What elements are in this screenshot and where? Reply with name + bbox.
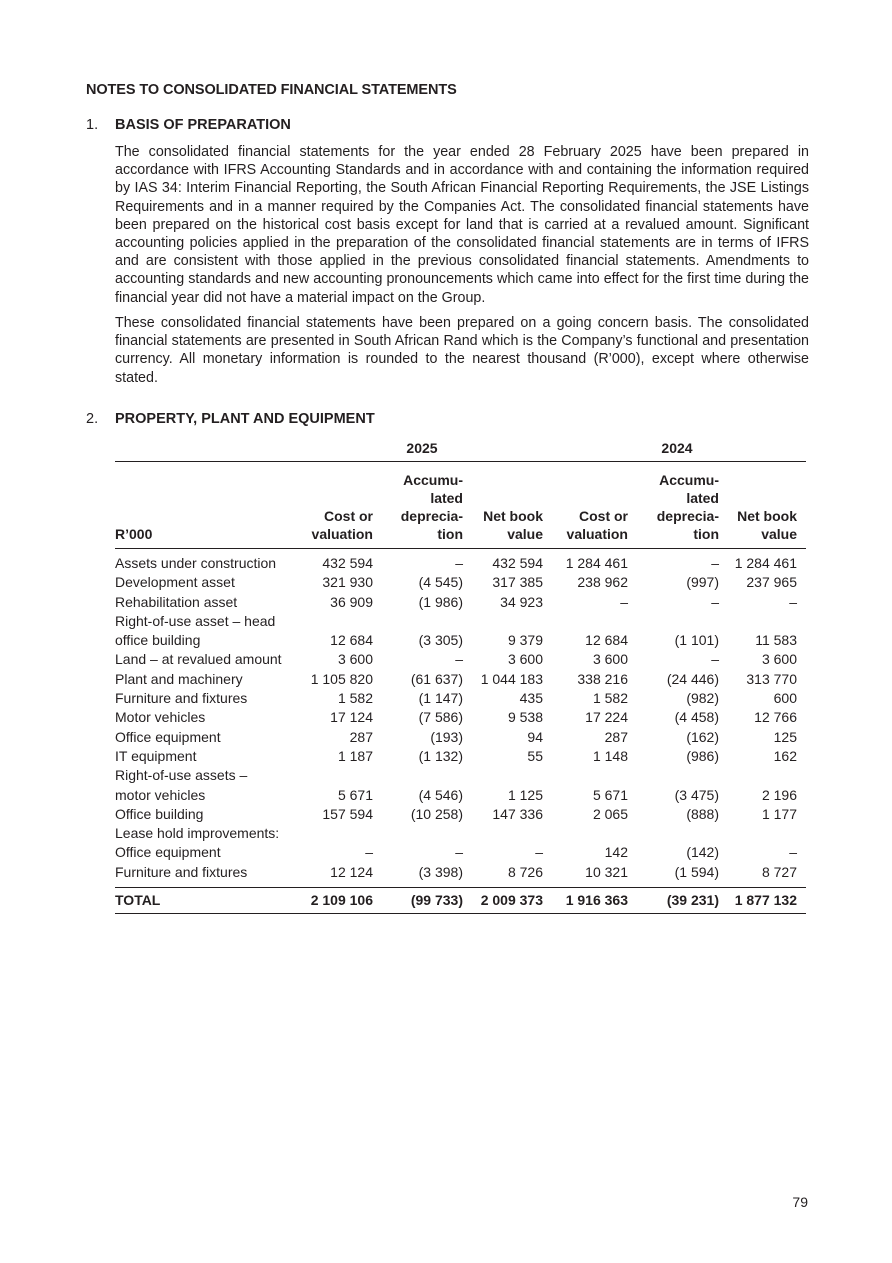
table-row [115,786,806,805]
table-row [115,593,806,612]
row-value: 1 187 [337,747,373,764]
row-value [373,824,463,843]
row-value: 11 583 [755,632,797,649]
row-value: 313 770 [746,670,797,687]
table-row [115,824,806,843]
row-value: 8 727 [761,863,797,880]
header-line: tion [437,526,463,542]
row-value [719,766,806,785]
row-value: (142) [686,844,719,861]
row-value: 287 [604,728,628,745]
row-value [303,766,373,785]
column-header-cost-2025 [303,462,373,549]
row-label: Office equipment [115,844,221,861]
row-value [543,824,628,843]
row-value: (3 475) [674,786,719,803]
table-row [115,708,806,727]
column-header-netbook-2024 [719,462,806,549]
table-row [115,650,806,669]
row-value: (7 586) [418,709,463,726]
header-line: lated [686,490,719,506]
row-value: 157 594 [322,805,373,822]
row-value: 125 [773,728,797,745]
row-label: Lease hold improvements: [115,825,280,842]
row-value [719,612,806,631]
section-1-paragraph-1: The consolidated financial statements for the year ended 28 February 2025 have been prepared in accordance with IFRS Accounting Standards and in accordance with and containing the information required by IAS 34: Interim Financial Reporting, the South African Financial Reporting Requirements, the JSE Listings Requirements and in a manner required by the Companies Act. The consolidated financial statements have been prepared on the historical cost basis except for land that is carried at a revalued amount. Significant accounting policies applied in the preparation of the consolidated financial statements are in terms of IFRS and are consistent with those applied in the previous consolidated financial statements. Amendments to accounting standards and new accounting pronouncements which came into effect for the first time during the financial year did not have a material impact on the Group. [115,144,809,306]
row-value [373,766,463,785]
row-value: 2 065 [592,805,628,822]
row-value: 1 582 [337,690,373,707]
table-row [115,631,806,650]
section-1-paragraph-2: These consolidated financial statements have been prepared on a going concern basis. The consolidated financial statements are presented in South African Rand which is the Company’s functional and presentation currency. All monetary information is rounded to the nearest thousand (R’000), except where otherwise stated. [115,315,809,386]
row-value: 600 [773,690,797,707]
header-line: value [761,526,797,542]
row-label: Right-of-use asset – head [115,612,276,629]
row-value: (61 637) [410,670,463,687]
total-value: 2 109 106 [303,888,373,914]
table-row [115,863,806,888]
row-value: 3 600 [507,651,543,668]
row-value: 5 671 [337,786,373,803]
row-value: – [365,844,373,861]
table-row [115,747,806,766]
row-value [463,824,543,843]
row-value: 321 930 [322,574,373,591]
row-value: (4 546) [418,786,463,803]
row-value: 9 379 [507,632,543,649]
row-value: – [789,844,797,861]
row-value: 36 909 [330,593,373,610]
row-value: (1 594) [674,863,719,880]
row-label: Motor vehicles [115,709,206,726]
row-value: (10 258) [410,805,463,822]
table-row [115,549,806,574]
page-number: 79 [792,1194,808,1210]
row-value: 17 124 [330,709,373,726]
row-value: 1 284 461 [734,555,797,571]
total-value: 1 877 132 [719,888,806,914]
table-row [115,612,806,631]
row-label: Furniture and fixtures [115,863,248,880]
row-value: 12 684 [585,632,628,649]
row-value: 1 125 [507,786,543,803]
row-value: – [711,651,719,668]
row-label: Land – at revalued amount [115,651,282,668]
row-value: 12 684 [330,632,373,649]
row-value: – [455,651,463,668]
row-value: 3 600 [337,651,373,668]
section-2-number: 2. [86,411,99,427]
document-heading: NOTES TO CONSOLIDATED FINANCIAL STATEMENTS [86,82,457,98]
total-value: 1 916 363 [543,888,628,914]
header-line: value [507,526,543,542]
row-value: 17 224 [585,709,628,726]
row-value: – [711,555,719,571]
header-line: deprecia- [400,508,463,524]
row-value [628,612,719,631]
row-label: Right-of-use assets – [115,767,248,784]
row-value: – [620,593,628,610]
row-value: 3 600 [761,651,797,668]
row-value: (1 101) [674,632,719,649]
row-label: Furniture and fixtures [115,690,248,707]
column-header-label: R’000 [115,462,303,549]
row-value: 162 [773,747,797,764]
row-value: (24 446) [666,670,719,687]
header-line: valuation [311,526,373,542]
table-row [115,689,806,708]
row-value: (1 986) [418,593,463,610]
row-label: Assets under construction [115,555,277,571]
row-value: (986) [686,747,719,764]
row-value: 5 671 [592,786,628,803]
total-value: (99 733) [373,888,463,914]
column-header-netbook-2025 [463,462,543,549]
row-value: 317 385 [492,574,543,591]
row-value: 287 [349,728,373,745]
row-value: – [455,555,463,571]
year-2024-header: 2024 [661,440,693,456]
row-value: 338 216 [577,670,628,687]
table-body [115,549,806,914]
header-line: tion [693,526,719,542]
row-value: 147 336 [492,805,543,822]
row-label: Office building [115,805,204,822]
header-line: lated [430,490,463,506]
header-line: Accumu- [403,472,463,488]
row-value: 1 284 461 [565,555,628,571]
column-header-depreciation-2024 [628,462,719,549]
row-value [719,824,806,843]
row-value: (888) [686,805,719,822]
header-line: valuation [566,526,628,542]
row-value: 34 923 [500,593,543,610]
row-value: (982) [686,690,719,707]
row-value: 432 594 [492,555,543,571]
year-2025-header: 2025 [406,440,438,456]
header-line: Cost or [324,508,373,524]
table-row [115,573,806,592]
row-value [628,824,719,843]
table-row [115,805,806,824]
row-value [373,612,463,631]
header-line: Cost or [579,508,628,524]
row-value: – [711,593,719,610]
column-header-cost-2024 [543,462,628,549]
row-value: (1 147) [418,690,463,707]
row-value: (4 458) [674,709,719,726]
header-line: Net book [483,508,543,524]
row-value: 12 124 [330,863,373,880]
table-row [115,843,806,862]
row-value: 3 600 [592,651,628,668]
row-value [463,766,543,785]
table-header-row [115,462,806,549]
row-value [303,824,373,843]
total-value: 2 009 373 [463,888,543,914]
row-label: office building [115,632,201,649]
row-label: motor vehicles [115,786,206,803]
row-label: IT equipment [115,747,197,764]
total-label: TOTAL [115,888,303,914]
row-value: (193) [430,728,463,745]
row-label: Plant and machinery [115,670,243,687]
row-value: 9 538 [507,709,543,726]
section-2-title: PROPERTY, PLANT AND EQUIPMENT [115,411,375,427]
row-value: 1 177 [761,805,797,822]
row-value: 8 726 [507,863,543,880]
row-label: Development asset [115,574,235,591]
section-1-title: BASIS OF PREPARATION [115,117,291,133]
row-value [543,766,628,785]
total-value: (39 231) [628,888,719,914]
total-row [115,888,806,914]
row-value: (4 545) [418,574,463,591]
header-line: deprecia- [656,508,719,524]
row-value: 238 962 [577,574,628,591]
row-value: 1 044 183 [480,670,543,687]
row-value: 94 [527,728,543,745]
row-value: – [455,844,463,861]
row-value: (3 305) [418,632,463,649]
section-1-number: 1. [86,117,99,133]
row-value: (3 398) [418,863,463,880]
row-value: – [789,593,797,610]
row-value: 1 582 [592,690,628,707]
row-value [463,612,543,631]
row-value [543,612,628,631]
row-value: – [535,844,543,861]
row-value: 432 594 [322,555,373,571]
row-value [628,766,719,785]
row-value: 1 105 820 [310,670,373,687]
row-value: 435 [519,690,543,707]
row-value: 12 766 [754,709,797,726]
table-row [115,766,806,785]
header-line: Accumu- [659,472,719,488]
row-label: Rehabilitation asset [115,593,238,610]
row-value: 237 965 [746,574,797,591]
row-value: (162) [686,728,719,745]
row-value: 142 [604,844,628,861]
row-value: 55 [527,747,543,764]
property-plant-equipment-table [115,461,806,914]
row-label: Office equipment [115,728,221,745]
row-value: 1 148 [592,747,628,764]
header-line: Net book [737,508,797,524]
row-value: 2 196 [761,786,797,803]
row-value: (1 132) [418,747,463,764]
column-header-depreciation-2025 [373,462,463,549]
table-row [115,728,806,747]
row-value: (997) [686,574,719,591]
table-row [115,670,806,689]
row-value [303,612,373,631]
row-value: 10 321 [585,863,628,880]
